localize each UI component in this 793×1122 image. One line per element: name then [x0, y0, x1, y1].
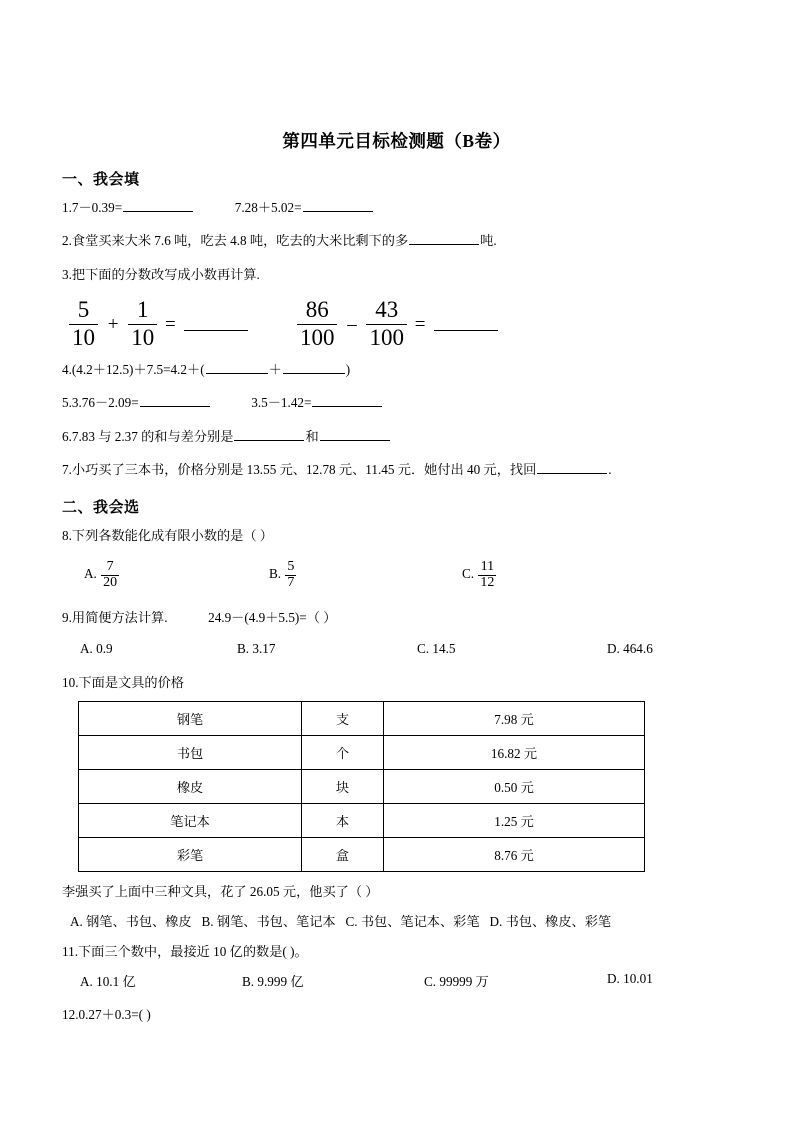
option-d[interactable]: D. 书包、橡皮、彩笔 — [489, 914, 612, 930]
fraction-numerator: 1 — [128, 298, 157, 324]
item-name: 彩笔 — [79, 837, 302, 871]
fraction-numerator: 86 — [297, 298, 338, 324]
option-b[interactable]: B. 3.17 — [237, 641, 276, 657]
item-price: 0.50 元 — [384, 769, 645, 803]
table-row — [79, 803, 645, 837]
fraction-1-over-10 — [128, 298, 157, 349]
question-8-prompt — [62, 526, 734, 546]
question-5-expression-a: 5.3.76－2.09= — [62, 395, 139, 411]
question-6-text-mid: 和 — [305, 428, 319, 444]
question-1-expression-a: 1.7－0.39= — [62, 200, 123, 215]
question-4-text-mid: ＋ — [268, 361, 282, 377]
item-unit: 个 — [302, 735, 384, 769]
question-2-text: 2.食堂买来大米 7.6 吨，吃去 4.8 吨，吃去的大米比剩下的多 — [62, 233, 409, 249]
fraction-denominator: 12 — [480, 574, 495, 590]
fraction-denominator: 100 — [369, 324, 404, 350]
question-12 — [62, 1005, 734, 1025]
fraction-denominator: 20 — [103, 574, 118, 590]
question-5 — [62, 393, 734, 413]
question-11-prompt — [62, 942, 734, 962]
option-b[interactable]: B. 钢笔、书包、笔记本 — [201, 914, 336, 930]
fraction-denominator: 10 — [72, 324, 95, 350]
fraction-denominator: 10 — [131, 324, 155, 350]
option-c[interactable]: C. 书包、笔记本、彩笔 — [345, 914, 480, 930]
question-3-prompt — [62, 265, 734, 285]
question-7-text: 7.小巧买了三本书，价格分别是 13.55 元、12.78 元、11.45 元．她付出 40 元，找回 — [62, 462, 537, 477]
answer-blank[interactable] — [537, 460, 607, 474]
table-row — [79, 735, 645, 769]
question-7-text-after: . — [608, 462, 612, 477]
question-1 — [62, 198, 734, 218]
plus-operator: + — [107, 313, 119, 335]
fraction-denominator: 7 — [287, 574, 295, 590]
question-10-prompt — [62, 673, 734, 693]
item-name: 橡皮 — [79, 769, 302, 803]
question-2 — [62, 231, 734, 251]
answer-blank[interactable] — [206, 360, 268, 374]
fraction-7-over-20 — [101, 560, 119, 590]
option-a[interactable]: A. 10.1 亿 — [80, 973, 136, 989]
option-d[interactable]: D. 10.01 — [607, 970, 653, 986]
question-9-prompt — [62, 608, 734, 628]
item-name: 钢笔 — [79, 701, 302, 735]
fraction-denominator: 100 — [299, 324, 335, 350]
item-unit: 支 — [302, 701, 384, 735]
page-title: 第四单元目标检测题（B卷） — [282, 131, 511, 151]
item-unit: 本 — [302, 803, 384, 837]
item-unit: 块 — [302, 769, 384, 803]
item-price: 16.82 元 — [384, 735, 645, 769]
item-unit: 盒 — [302, 837, 384, 871]
question-3-prompt-text: 3.把下面的分数改写成小数再计算. — [62, 266, 260, 282]
fraction-5-over-7 — [285, 560, 296, 590]
answer-blank[interactable] — [320, 427, 390, 441]
table-row — [79, 701, 645, 735]
question-6-text-before: 6.7.83 与 2.37 的和与差分别是 — [62, 428, 234, 444]
fraction-numerator: 5 — [69, 298, 98, 324]
fraction-43-over-100 — [366, 298, 407, 349]
option-label: A. — [84, 566, 97, 582]
option-b[interactable]: B. 9.999 亿 — [242, 973, 304, 989]
fraction-numerator: 7 — [101, 560, 119, 576]
item-price: 7.98 元 — [384, 701, 645, 735]
question-8-prompt-text: 8.下列各数能化成有限小数的是（ ） — [62, 528, 273, 544]
answer-blank[interactable] — [123, 198, 193, 212]
item-name: 笔记本 — [79, 803, 302, 837]
question-4 — [62, 360, 734, 380]
fraction-5-over-10 — [69, 298, 98, 349]
option-a[interactable] — [84, 560, 120, 590]
question-9-expression: 24.9－(4.9＋5.5)=（ ） — [208, 609, 337, 625]
question-3-expressions — [68, 298, 734, 349]
question-10-statement — [62, 882, 734, 902]
section-heading-fill-in: 一、我会填 — [62, 172, 140, 188]
answer-blank[interactable] — [140, 394, 210, 408]
question-8-options — [62, 560, 734, 596]
equals-sign: = — [164, 313, 176, 335]
equals-sign: = — [414, 313, 426, 335]
answer-blank[interactable] — [434, 317, 498, 332]
option-label: C. — [462, 566, 475, 582]
answer-blank[interactable] — [184, 317, 248, 332]
fraction-86-over-100 — [297, 298, 338, 349]
question-4-text-after: ) — [345, 361, 351, 377]
fraction-numerator: 11 — [478, 560, 496, 576]
question-2-unit: 吨. — [480, 233, 497, 249]
option-c[interactable] — [462, 560, 497, 590]
question-11-prompt-text: 11.下面三个数中，最接近 10 亿的数是( )。 — [62, 944, 308, 960]
item-price: 8.76 元 — [384, 837, 645, 871]
question-4-text-before: 4.(4.2＋12.5)＋7.5=4.2＋( — [62, 361, 205, 377]
question-9-prompt-text: 9.用简便方法计算. — [62, 609, 168, 625]
fraction-numerator: 5 — [287, 558, 295, 574]
stationery-price-table — [78, 701, 645, 872]
item-price: 1.25 元 — [384, 803, 645, 837]
question-6 — [62, 427, 734, 447]
option-c[interactable]: C. 14.5 — [417, 641, 456, 657]
fraction-11-over-12 — [478, 560, 496, 590]
option-d[interactable]: D. 464.6 — [607, 641, 653, 657]
worksheet-content — [62, 168, 734, 1038]
question-5-expression-b: 3.5－1.42= — [251, 395, 312, 411]
table-row — [79, 769, 645, 803]
section-heading-multiple-choice: 二、我会选 — [62, 500, 140, 517]
question-10-statement-text: 李强买了上面中三种文具，花了 26.05 元，他买了（ ） — [62, 883, 379, 899]
option-b[interactable] — [269, 560, 297, 590]
answer-blank[interactable] — [409, 232, 479, 246]
question-10-prompt-text: 10.下面是文具的价格 — [62, 675, 184, 691]
option-a[interactable]: A. 0.9 — [80, 641, 113, 657]
question-9-options — [62, 641, 734, 661]
option-c[interactable]: C. 99999 万 — [424, 973, 489, 989]
question-7 — [62, 460, 734, 480]
option-a[interactable]: A. 钢笔、书包、橡皮 — [70, 914, 192, 930]
answer-blank[interactable] — [312, 394, 382, 408]
question-11-options — [62, 971, 734, 993]
question-10-options — [70, 911, 734, 930]
table-row — [79, 837, 645, 871]
question-1-expression-b: 7.28＋5.02= — [234, 200, 302, 215]
minus-operator: – — [347, 313, 357, 335]
answer-blank[interactable] — [283, 360, 345, 374]
answer-blank[interactable] — [303, 198, 373, 212]
item-name: 书包 — [79, 735, 302, 769]
option-label: B. — [269, 566, 282, 582]
question-12-text: 12.0.27＋0.3=( ) — [62, 1006, 151, 1022]
answer-blank[interactable] — [234, 427, 304, 441]
fraction-numerator: 43 — [366, 298, 407, 324]
